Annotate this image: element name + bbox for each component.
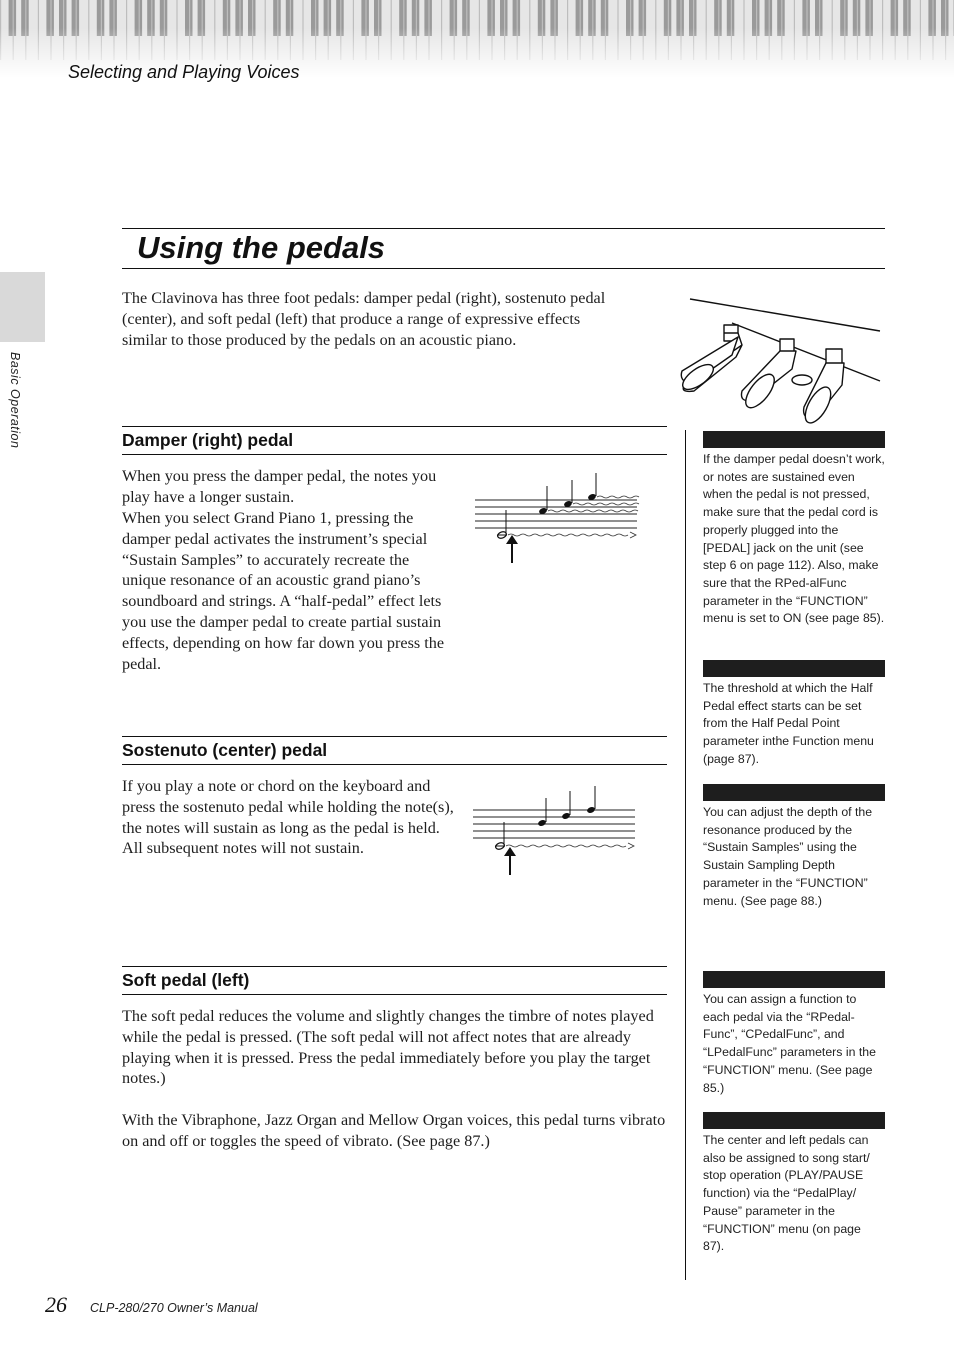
note-pedal-play-pause: The center and left pedals can also be assigned to song start/ stop operation (PLAY/PAUSE function) via the “PedalPlay/ Pause” parameter in the “FUNCTION” menu (on page 87). — [703, 1133, 870, 1254]
section-rule-top — [122, 426, 667, 427]
chapter-tab — [0, 272, 45, 342]
soft-pedal-paragraph-2: With the Vibraphone, Jazz Organ and Mellow Organ voices, this pedal turns vibrato on and off or toggles the speed of vibrato. (See page 87.) — [122, 1111, 666, 1150]
section-rule-bottom — [122, 454, 667, 455]
note-damper-troubleshoot: If the damper pedal doesn’t work, or notes are sustained even when the pedal is not pressed, make sure that the pedal cord is properly plugged into the [PEDAL] jack on the unit (see step 6 on page 112). Also, make sure that the RPed-alFunc parameter in the “FUNCTION” menu is set to ON (see page 85). — [703, 452, 885, 626]
sostenuto-pedal-paragraph: If you play a note or chord on the keyboard and press the sostenuto pedal while holding the note(s), the notes will sustain as long as the pedal is held. All subsequent notes will not sustain. — [122, 777, 454, 858]
damper-pedal-paragraph-2: When you select Grand Piano 1, pressing the damper pedal activates the instrument’s special “Sustain Samples” to accurately recreate the unique resonance of an acoustic grand piano’s soundboard and strings. A “half-pedal” effect lets you use the damper pedal to create partial sustain effects, depending on how far down you press the pedal. — [122, 509, 445, 673]
page-number: 26 — [45, 1292, 67, 1317]
sidebar-divider — [685, 430, 686, 1280]
section-rule-top — [122, 736, 667, 737]
sostenuto-pedal-heading: Sostenuto (center) pedal — [122, 740, 328, 760]
note-pedal-function-assign: You can assign a function to each pedal via the “RPedal-Func”, “CPedalFunc”, and “LPedalFunc” parameters in the “FUNCTION” menu. (See page 85.) — [703, 992, 876, 1095]
section-rule-bottom — [122, 764, 667, 765]
note-label-bar — [703, 660, 885, 677]
note-label-bar — [703, 1112, 885, 1129]
section-rule-top — [122, 966, 667, 967]
intro-paragraph: The Clavinova has three foot pedals: damper pedal (right), sostenuto pedal (center), and soft pedal (left) that produce a range of expressive effects similar to those produced by the pedals on an acoustic piano. — [122, 289, 606, 349]
page-title: Using the pedals — [137, 230, 386, 265]
damper-notation-diagram — [472, 470, 642, 566]
damper-pedal-heading: Damper (right) pedal — [122, 430, 294, 450]
section-rule-bottom — [122, 994, 667, 995]
note-sustain-sampling-depth: You can adjust the depth of the resonance produced by the “Sustain Samples” using the Sustain Sampling Depth parameter in the “FUNCTION” menu. (See page 88.) — [703, 805, 873, 908]
heading-rule-bottom — [122, 268, 885, 269]
running-header-title: Selecting and Playing Voices — [68, 62, 300, 82]
footer-manual-title: CLP-280/270 Owner’s Manual — [90, 1301, 258, 1315]
sostenuto-notation-diagram — [470, 780, 640, 878]
note-half-pedal-point: The threshold at which the Half Pedal effect starts can be set from the Half Pedal Point parameter inthe Function menu (page 87). — [703, 681, 874, 766]
soft-pedal-paragraph-1: The soft pedal reduces the volume and slightly changes the timbre of notes played while the pedal is pressed. (The soft pedal will not affect notes that are already playing when it is pressed. Press the pedal immediately before you play the target notes.) — [122, 1007, 654, 1088]
pedals-illustration — [672, 295, 882, 425]
note-label-bar — [703, 971, 885, 988]
damper-pedal-paragraph-1: When you press the damper pedal, the notes you play have a longer sustain. — [122, 467, 437, 506]
note-label-bar — [703, 431, 885, 448]
soft-pedal-heading: Soft pedal (left) — [122, 970, 250, 990]
note-label-bar — [703, 784, 885, 801]
chapter-tab-label: Basic Operation — [8, 352, 22, 449]
